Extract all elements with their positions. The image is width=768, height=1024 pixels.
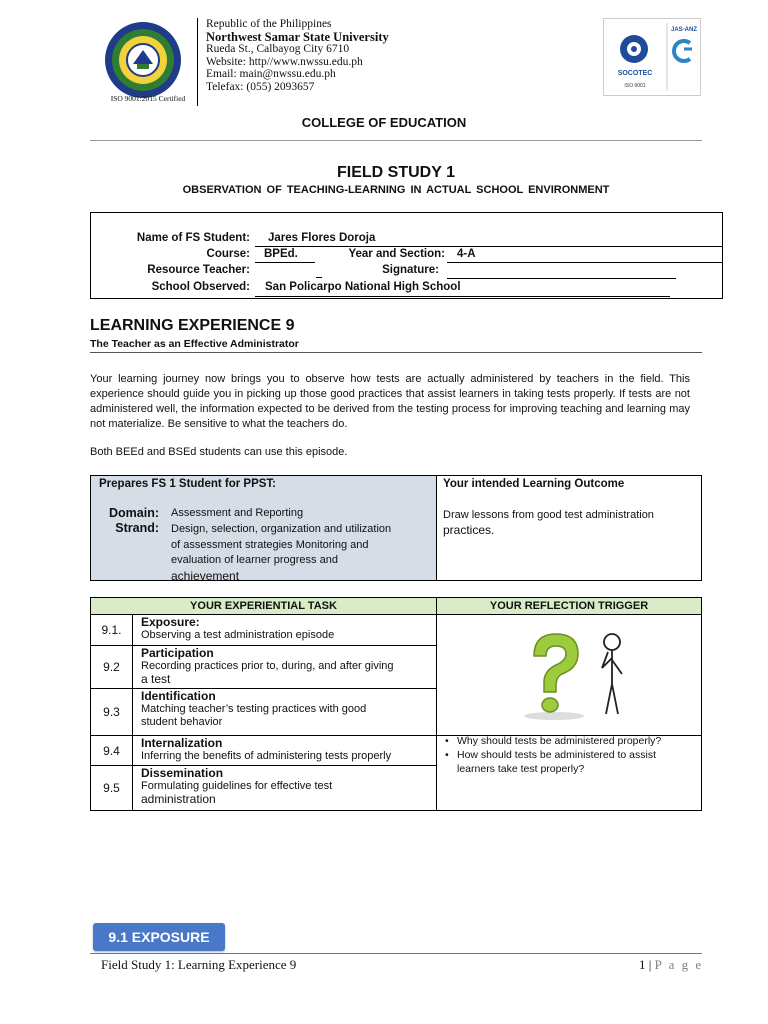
task-heading: Dissemination	[141, 766, 224, 780]
task-number: 9.2	[91, 646, 133, 688]
page-label: P a g e	[654, 957, 704, 972]
outcome-line: practices.	[443, 523, 495, 537]
task-row	[91, 615, 436, 646]
field-study-title: FIELD STUDY 1	[337, 164, 455, 181]
trigger-item-continued	[443, 762, 661, 776]
org-line: Rueda St., Calbayog City 6710	[206, 43, 350, 56]
task-line: a test	[141, 672, 171, 686]
college-name: COLLEGE OF EDUCATION	[301, 115, 467, 130]
year-section-value[interactable]: 4-A	[457, 248, 476, 260]
trigger-item: • How should tests be administered to assist	[443, 748, 661, 762]
year-underline	[447, 262, 723, 263]
org-line: Email: main@nwssu.edu.ph	[206, 68, 336, 81]
domain-value: Assessment and Reporting	[171, 507, 304, 519]
learning-experience-title: LEARNING EXPERIENCE 9	[90, 317, 295, 334]
strand-value	[171, 522, 391, 584]
learning-experience-subtitle: The Teacher as an Effective Administrator	[90, 338, 299, 350]
ppst-table	[90, 475, 702, 581]
task-content	[141, 767, 332, 806]
ppst-header: Prepares FS 1 Student for PPST:	[99, 478, 277, 490]
field-study-subtitle: OBSERVATION OF TEACHING-LEARNING IN ACTUAL SCHOOL ENVIRONMENT	[182, 184, 610, 196]
task-number: 9.4	[91, 736, 133, 765]
year-section-label: Year and Section:	[348, 248, 445, 260]
episode-note: Both BEEd and BSEd students can use this episode.	[90, 446, 348, 458]
task-line: Formulating guidelines for effective test	[141, 780, 333, 792]
course-value[interactable]: BPEd.	[264, 248, 298, 260]
intro-paragraph: Your learning journey now brings you to observe how tests are actually administered by teachers in the field. This experience should guide you in picking up those good practices that assist learners in taking tests properly. If tests are not administered well, the information expected to be derived from the testing process for improving teaching and learning may not materialize. Be sensitive to what the teachers do.	[90, 373, 690, 430]
svg-text:ISO 9001: ISO 9001	[624, 83, 646, 89]
signature-label: Signature:	[382, 264, 439, 276]
university-address-block	[206, 18, 389, 94]
task-heading: Internalization	[141, 736, 223, 750]
experiential-task-table	[90, 597, 702, 811]
task-content	[141, 737, 391, 763]
task-heading: Identification	[141, 689, 216, 703]
header-divider	[197, 18, 198, 106]
name-value[interactable]: Jares Flores Doroja	[268, 232, 376, 244]
task-line: Matching teacher’s testing practices with good	[141, 703, 367, 715]
resource-underline	[316, 277, 322, 278]
task-content	[141, 690, 366, 729]
task-line: Observing a test administration episode	[141, 629, 335, 641]
strand-line: of assessment strategies Monitoring and	[171, 538, 369, 551]
student-info-box	[90, 212, 723, 299]
page-number	[639, 957, 703, 973]
trigger-text: learners take test properly?	[457, 763, 585, 775]
exposure-section-button[interactable]: 9.1 EXPOSURE	[93, 923, 225, 951]
university-seal-logo	[98, 20, 188, 100]
signature-line[interactable]	[447, 278, 676, 279]
outcome-line: Draw lessons from good test administration	[443, 509, 654, 521]
task-line: Inferring the benefits of administering tests properly	[141, 750, 392, 762]
task-content	[141, 647, 394, 686]
task-row	[91, 646, 436, 689]
task-content	[141, 616, 334, 642]
task-heading: Participation	[141, 646, 214, 660]
reflection-column-header: YOUR REFLECTION TRIGGER	[437, 598, 701, 615]
org-line: Telefax: (055) 2093657	[206, 80, 315, 93]
task-number: 9.1.	[91, 615, 133, 645]
task-line: administration	[141, 792, 216, 806]
task-heading: Exposure:	[141, 615, 200, 629]
task-line: Recording practices prior to, during, and after giving	[141, 660, 394, 672]
certification-badges	[603, 18, 701, 96]
task-row	[91, 766, 436, 810]
name-label: Name of FS Student:	[136, 232, 250, 244]
task-row	[91, 736, 436, 766]
question-mark-figure-image	[516, 628, 636, 722]
task-line: student behavior	[141, 716, 223, 728]
outcome-text	[443, 508, 654, 538]
iso-certified-note: ISO 9001:2015 Certified	[110, 94, 186, 103]
strand-label: Strand:	[115, 521, 159, 535]
trigger-item: • Why should tests be administered properly?	[443, 734, 661, 748]
table-divider	[436, 598, 437, 810]
task-row	[91, 689, 436, 736]
name-underline	[255, 246, 723, 247]
school-underline	[255, 296, 670, 297]
school-observed-label: School Observed:	[151, 281, 250, 293]
table-divider	[436, 476, 437, 580]
resource-teacher-label: Resource Teacher:	[147, 264, 250, 276]
school-observed-value[interactable]: San Policarpo National High School	[265, 281, 461, 293]
strand-line: achievement	[171, 568, 240, 583]
strand-line: Design, selection, organization and utilization	[171, 523, 392, 535]
task-column-header: YOUR EXPERIENTIAL TASK	[91, 598, 437, 615]
svg-text:SOCOTEC: SOCOTEC	[617, 70, 653, 77]
org-line: Website: http//www.nwssu.edu.ph	[206, 55, 363, 68]
footer-title: Field Study 1: Learning Experience 9	[101, 957, 297, 972]
task-number: 9.5	[91, 766, 133, 810]
domain-label: Domain:	[109, 506, 159, 520]
footer-divider	[90, 953, 702, 954]
svg-text:JAS-ANZ: JAS-ANZ	[670, 27, 698, 33]
divider	[90, 140, 702, 141]
strand-line: evaluation of learner progress and	[171, 554, 338, 566]
org-line: Republic of the Philippines	[206, 18, 332, 30]
university-name: Northwest Samar State University	[206, 29, 389, 44]
course-label: Course:	[206, 248, 250, 260]
divider	[90, 352, 702, 353]
course-underline	[255, 262, 315, 263]
task-number: 9.3	[91, 689, 133, 735]
page-number-value: 1 |	[639, 957, 652, 972]
reflection-triggers	[443, 734, 661, 776]
outcome-header: Your intended Learning Outcome	[443, 478, 625, 490]
